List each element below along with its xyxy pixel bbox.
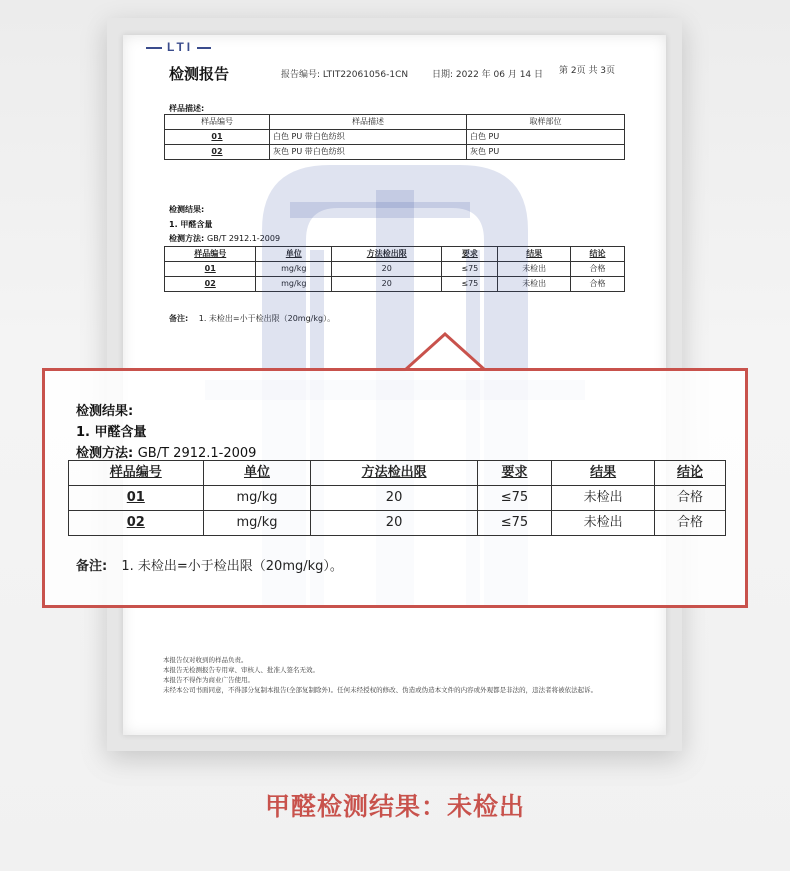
report-title: 检测报告 (169, 65, 230, 83)
test-method-small: 检测方法: GB/T 2912.1-2009 (169, 234, 281, 243)
test-item-small: 1. 甲醛含量 (169, 220, 213, 229)
results-label-small: 检测结果: (169, 205, 205, 214)
zoomed-results-callout (42, 368, 748, 608)
report-date: 日期: 2022 年 06 月 14 日 (432, 70, 544, 80)
table-row: 01 mg/kg 20 ≤75 未检出 合格 (165, 262, 625, 277)
table-row: 02 灰色 PU 带白色纺织 灰色 PU (165, 145, 625, 160)
table-row: 02 mg/kg 20 ≤75 未检出 合格 (165, 277, 625, 292)
page-number: 第 2页 共 3页 (559, 66, 616, 76)
table-row: 01 mg/kg 20 ≤75 未检出 合格 (69, 486, 726, 511)
table-row: 01 白色 PU 带白色纺织 白色 PU (165, 130, 625, 145)
sample-table-header: 样品编号 样品描述 取样部位 (165, 115, 625, 130)
results-table-header: 样品编号 单位 方法检出限 要求 结果 结论 (69, 461, 726, 486)
table-row: 02 mg/kg 20 ≤75 未检出 合格 (69, 511, 726, 536)
test-item: 1. 甲醛含量 (76, 425, 147, 440)
results-table (68, 460, 726, 536)
sample-table (164, 114, 625, 160)
test-method: 检测方法: GB/T 2912.1-2009 (76, 446, 257, 461)
note: 备注: 1. 未检出=小于检出限（20mg/kg）。 (76, 559, 343, 574)
lti-logo: LTI (167, 40, 194, 54)
sample-desc-label: 样品描述: (169, 104, 205, 113)
report-footer: 本报告仅对收到的样品负责。 本报告无检测报告专用章、审核人、批准人签名无效。 本报告不得作为商业广告使用。 未经本公司书面同意，不得部分复制本报告(全部复制除外)。任何未经授权的修改、伪造或伪造本文件的内容或外观都是非法的，违法者将被依法起诉。 (163, 656, 598, 694)
caption: 甲醛检测结果：未检出 (264, 792, 525, 821)
callout-pointer (405, 330, 505, 372)
note-small: 备注: 1. 未检出=小于检出限（20mg/kg）。 (169, 314, 336, 323)
results-table-small-header: 样品编号 单位 方法检出限 要求 结果 结论 (165, 247, 625, 262)
results-label: 检测结果: (76, 404, 134, 419)
results-table-small (164, 246, 625, 292)
report-number: 报告编号: LTIT22061056-1CN (281, 70, 409, 80)
